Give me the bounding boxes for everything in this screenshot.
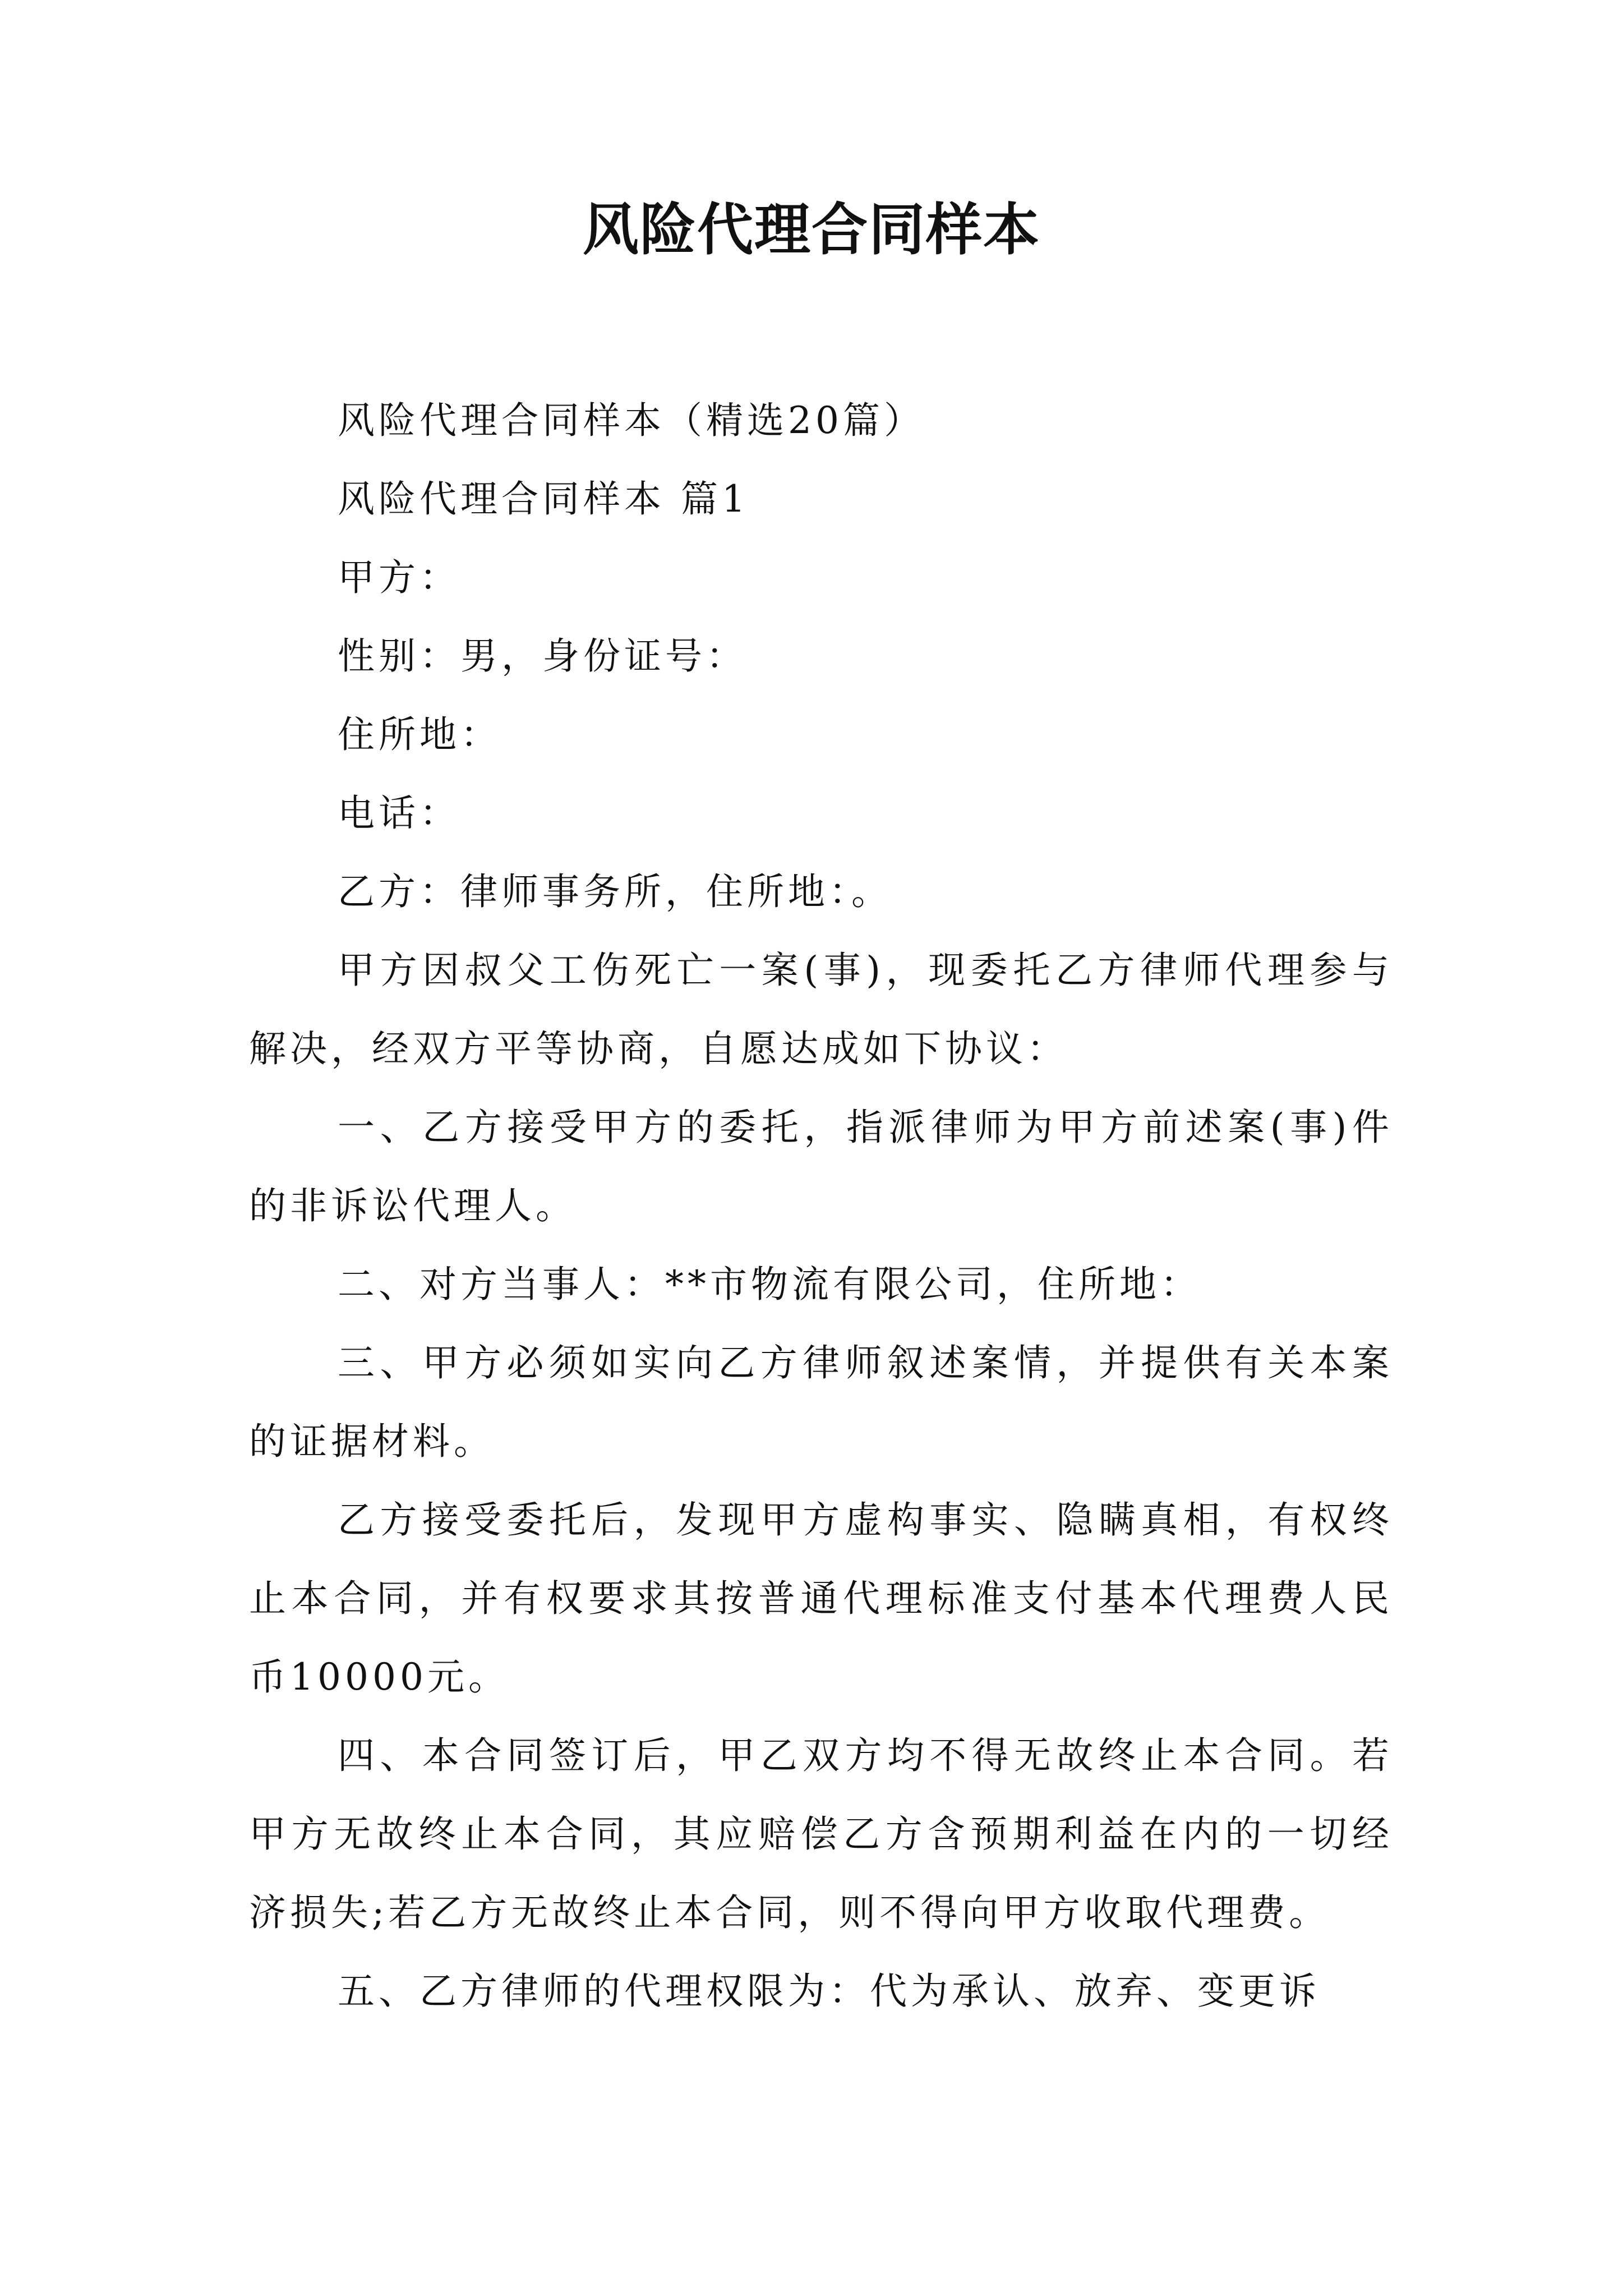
paragraph-clause-5: 五、乙方律师的代理权限为：代为承认、放弃、变更诉 [338, 1970, 1320, 2013]
paragraph-party-a: 甲方： [338, 556, 460, 599]
paragraph-residence: 住所地： [338, 713, 501, 756]
paragraph-party-b: 乙方：律师事务所，住所地：。 [338, 870, 892, 913]
paragraph-preamble: 甲方因叔父工伤死亡一案(事)，现委托乙方律师代理参与解决，经双方平等协商，自愿达成如下协议： [249, 949, 1393, 1070]
paragraph-clause-2: 二、对方当事人：**市物流有限公司，住所地： [338, 1263, 1201, 1306]
paragraph-phone: 电话： [338, 792, 460, 835]
paragraph-clause-4: 四、本合同签订后，甲乙双方均不得无故终止本合同。若甲方无故终止本合同，其应赔偿乙方含预期利益在内的一切经济损失;若乙方无故终止本合同，则不得向甲方收取代理费。 [249, 1734, 1393, 1934]
paragraph-clause-3: 三、甲方必须如实向乙方律师叙述案情，并提供有关本案的证据材料。 [249, 1341, 1393, 1463]
document-body [249, 381, 1393, 2031]
paragraph-gender-id: 性别：男，身份证号： [338, 634, 747, 678]
paragraph-collection-heading: 风险代理合同样本（精选20篇） [338, 399, 925, 442]
document-title: 风险代理合同样本 [583, 197, 1040, 263]
paragraph-clause-1: 一、乙方接受甲方的委托，指派律师为甲方前述案(事)件的非诉讼代理人。 [249, 1106, 1393, 1227]
paragraph-clause-3-note: 乙方接受委托后，发现甲方虚构事实、隐瞒真相，有权终止本合同，并有权要求其按普通代理标准支付基本代理费人民币10000元。 [249, 1498, 1393, 1699]
paragraph-article-heading: 风险代理合同样本 篇1 [338, 477, 749, 521]
